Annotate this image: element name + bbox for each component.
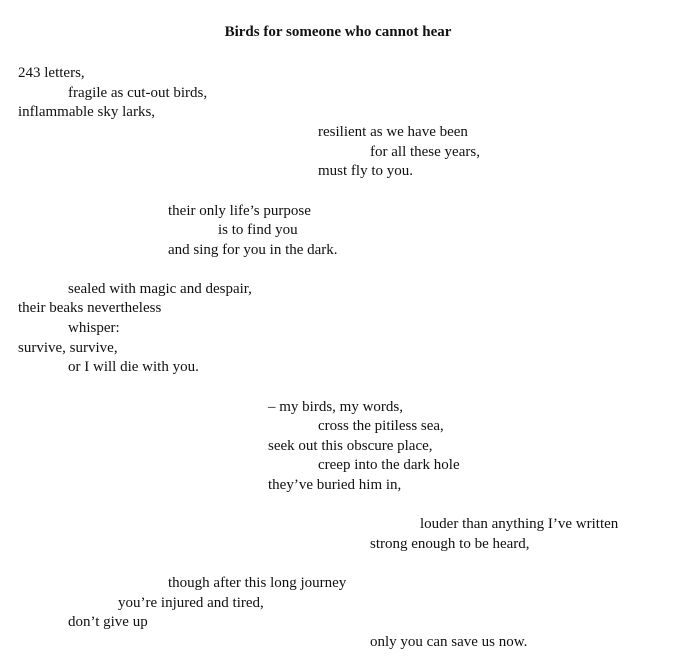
poem-line: survive, survive, bbox=[18, 340, 118, 356]
poem-line: cross the pitiless sea, bbox=[318, 418, 444, 434]
poem-line: 243 letters, bbox=[18, 65, 85, 81]
poem-line: resilient as we have been bbox=[318, 124, 468, 140]
poem-line: for all these years, bbox=[370, 144, 480, 160]
poem-line: strong enough to be heard, bbox=[370, 536, 530, 552]
poem-line: their beaks nevertheless bbox=[18, 300, 162, 316]
poem-line: must fly to you. bbox=[318, 163, 414, 179]
poem-line: inflammable sky larks, bbox=[18, 104, 156, 120]
poem-line: sealed with magic and despair, bbox=[68, 281, 252, 297]
poem-line: their only life’s purpose bbox=[168, 203, 311, 219]
poem-line: don’t give up bbox=[68, 614, 148, 630]
poem-line: you’re injured and tired, bbox=[118, 595, 264, 611]
poem-line: seek out this obscure place, bbox=[268, 438, 433, 454]
poem-line: though after this long journey bbox=[168, 575, 347, 591]
poem-line: only you can save us now. bbox=[370, 634, 528, 650]
poem-line: and sing for you in the dark. bbox=[168, 242, 338, 258]
poem-title: Birds for someone who cannot hear bbox=[224, 24, 452, 40]
poem-line: they’ve buried him in, bbox=[268, 477, 402, 493]
poem-line: creep into the dark hole bbox=[318, 457, 460, 473]
poem-line: or I will die with you. bbox=[68, 359, 199, 375]
poem-line: – my birds, my words, bbox=[268, 399, 403, 415]
poem-line: louder than anything I’ve written bbox=[420, 516, 619, 532]
poem-line: whisper: bbox=[68, 320, 120, 336]
poem-line: is to find you bbox=[218, 222, 298, 238]
poem-line: fragile as cut-out birds, bbox=[68, 85, 208, 101]
